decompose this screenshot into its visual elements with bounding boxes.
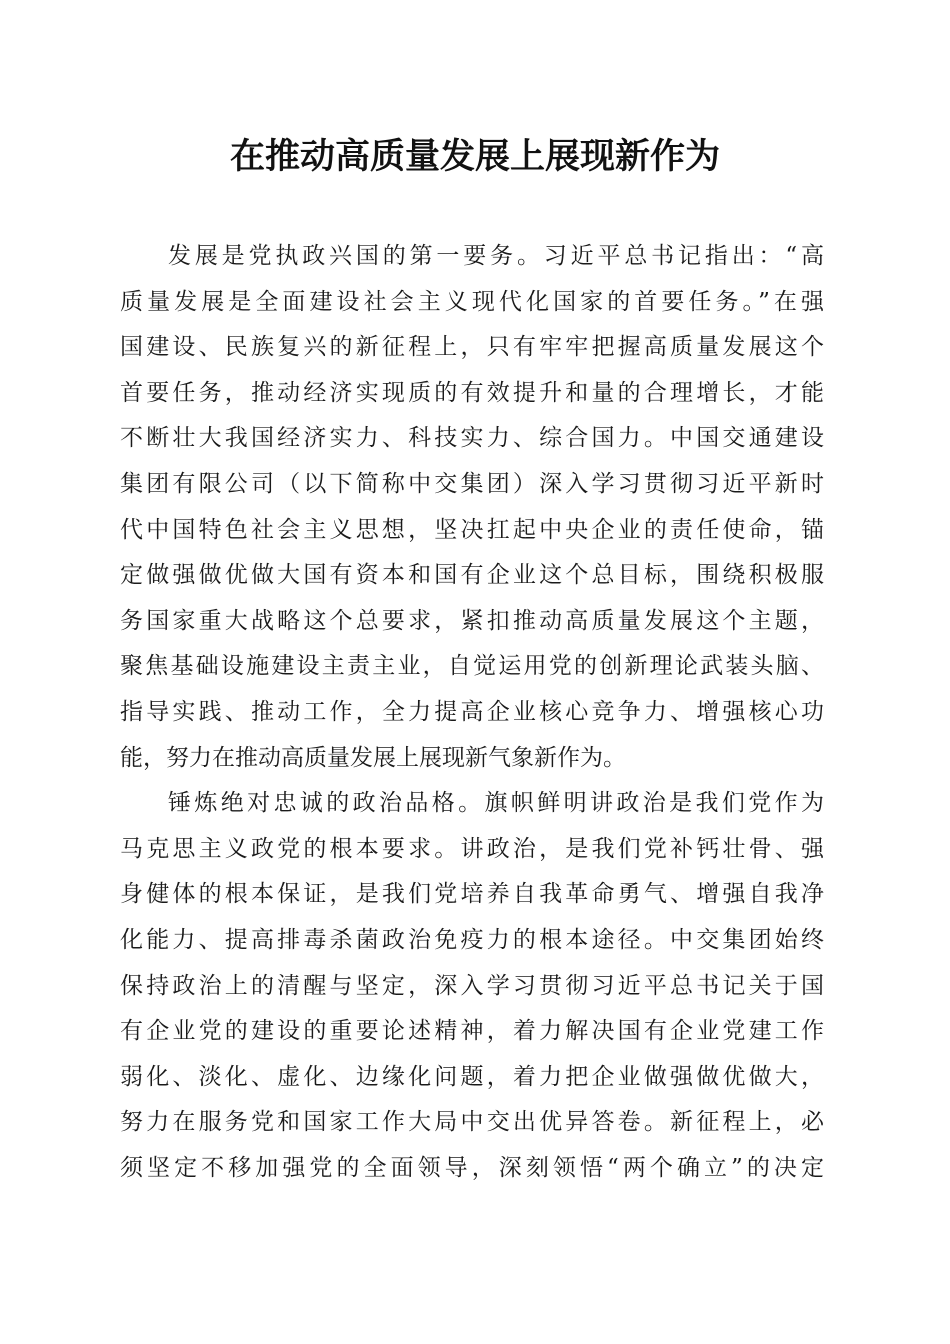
text-line: 聚焦基础设施建设主责主业，自觉运用党的创新理论武装头脑、 — [120, 653, 824, 680]
text-line: 发展是党执政兴国的第一要务。习近平总书记指出：“高 — [168, 243, 824, 269]
paragraph — [120, 781, 824, 1191]
text-line: 弱化、淡化、虚化、边缘化问题，着力把企业做强做优做大， — [120, 1063, 824, 1090]
text-line: 保持政治上的清醒与坚定，深入学习贯彻习近平总书记关于国 — [120, 972, 824, 999]
text-line: 化能力、提高排毒杀菌政治免疫力的根本途径。中交集团始终 — [120, 926, 824, 953]
text-line: 须坚定不移加强党的全面领导，深刻领悟“两个确立”的决定 — [120, 1154, 824, 1181]
text-line: 指导实践、推动工作，全力提高企业核心竞争力、增强核心功 — [120, 698, 824, 725]
page-title: 在推动高质量发展上展现新作为 — [229, 136, 720, 177]
text-line: 定做强做优做大国有资本和国有企业这个总目标，围绕积极服 — [120, 562, 824, 589]
text-line: 国建设、民族复兴的新征程上，只有牢牢把握高质量发展这个 — [120, 334, 824, 361]
text-line: 努力在服务党和国家工作大局中交出优异答卷。新征程上，必 — [120, 1109, 824, 1136]
text-line: 质量发展是全面建设社会主义现代化国家的首要任务。”在强 — [120, 288, 824, 315]
text-line: 集团有限公司（以下简称中交集团）深入学习贯彻习近平新时 — [120, 470, 824, 497]
text-line: 首要任务，推动经济实现质的有效提升和量的合理增长，才能 — [120, 379, 824, 406]
document-body — [120, 234, 824, 1191]
text-line: 身健体的根本保证，是我们党培养自我革命勇气、增强自我净 — [120, 881, 824, 908]
text-line: 代中国特色社会主义思想，坚决扛起中央企业的责任使命，锚 — [120, 516, 824, 543]
text-line: 马克思主义政党的根本要求。讲政治，是我们党补钙壮骨、强 — [120, 835, 824, 862]
text-line: 锤炼绝对忠诚的政治品格。旗帜鲜明讲政治是我们党作为 — [168, 790, 824, 817]
paragraph — [120, 234, 824, 781]
text-line: 能，努力在推动高质量发展上展现新气象新作为。 — [120, 744, 626, 771]
text-line: 有企业党的建设的重要论述精神，着力解决国有企业党建工作 — [120, 1018, 824, 1045]
text-line: 务国家重大战略这个总要求，紧扣推动高质量发展这个主题， — [120, 607, 824, 634]
text-line: 不断壮大我国经济实力、科技实力、综合国力。中国交通建设 — [120, 425, 824, 452]
